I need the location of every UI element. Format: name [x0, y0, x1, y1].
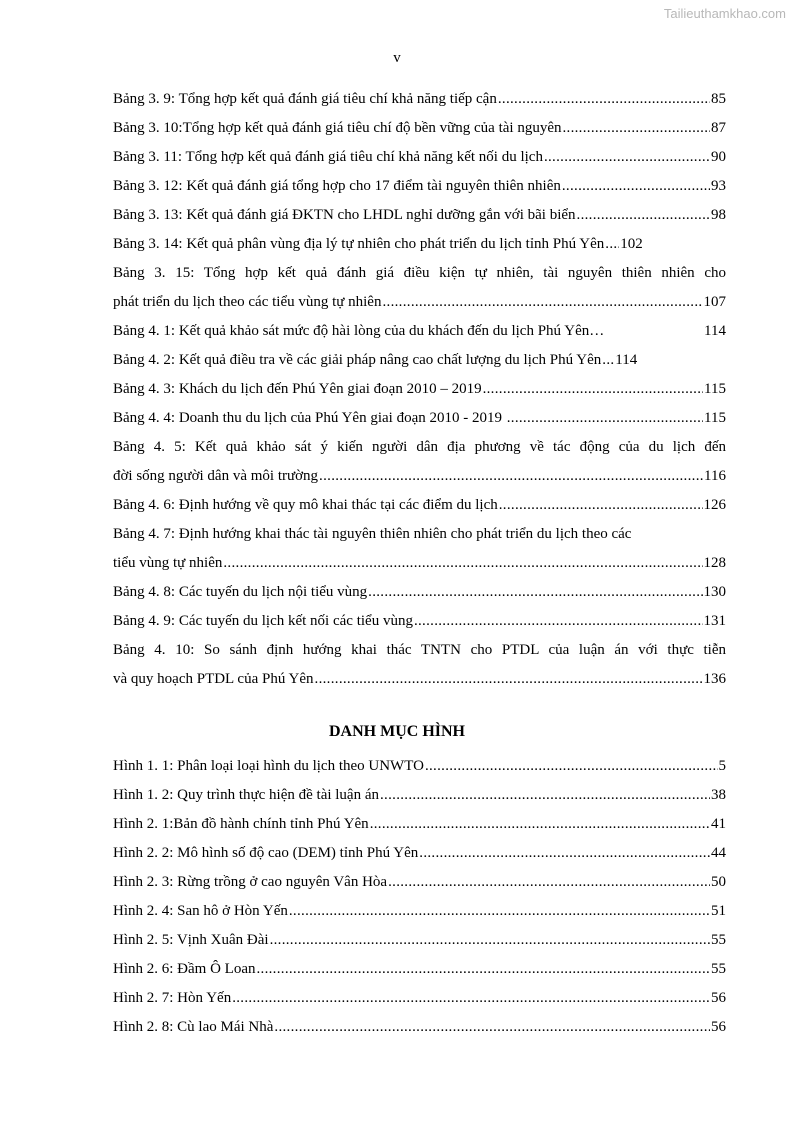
leader-dots: [388, 868, 710, 897]
entry-page: 56: [711, 1019, 726, 1035]
entry-label: Hình 2. 5:: [113, 932, 174, 948]
entry-label: Hình 2. 2:: [113, 845, 174, 861]
table-entry[interactable]: [113, 375, 726, 404]
watermark: Tailieuthamkhao.com: [663, 6, 786, 21]
entry-title-continued: phát triển du lịch theo các tiểu vùng tự nhiên: [113, 294, 382, 310]
entry-label: Bảng 3. 11:: [113, 149, 183, 165]
entry-title: Khách du lịch đến Phú Yên giai đoạn 2010 – 2019: [178, 381, 482, 397]
figure-entry[interactable]: [113, 984, 726, 1013]
entry-page: 85: [711, 91, 726, 107]
leader-dots: [368, 578, 702, 607]
table-entry[interactable]: [113, 259, 726, 288]
entry-title: Tổng hợp kết quả đánh giá tiêu chí khả năng tiếp cận: [178, 91, 497, 107]
entry-title: Quy trình thực hiện đề tài luận án: [177, 787, 379, 803]
figure-list: [113, 752, 726, 1042]
table-entry[interactable]: [113, 578, 726, 607]
entry-page: 130: [703, 584, 726, 600]
entry-label: Hình 2. 4:: [113, 903, 174, 919]
entry-title: Kết quả khảo sát mức độ hài lòng của du khách đến du lịch Phú Yên…: [178, 323, 605, 339]
table-entry[interactable]: [113, 404, 726, 433]
entry-page: 38: [711, 787, 726, 803]
figure-entry[interactable]: [113, 752, 726, 781]
table-entry[interactable]: [113, 346, 726, 375]
entry-page: 56: [711, 990, 726, 1006]
table-list: [113, 85, 726, 694]
leader-dots: [382, 288, 702, 317]
leader-dots: [425, 752, 718, 781]
leader-dots: [223, 549, 702, 578]
entry-title: Kết quả đánh giá ĐKTN cho LHDL nghỉ dưỡng gắn với bãi biển: [186, 207, 576, 223]
table-entry[interactable]: [113, 85, 726, 114]
entry-title: Hòn Yến: [177, 990, 232, 1006]
entry-page: 115: [704, 410, 726, 426]
entry-label: Bảng 3. 9:: [113, 91, 176, 107]
figure-entry[interactable]: [113, 781, 726, 810]
leader-dots: [602, 346, 614, 375]
leader-dots: [414, 607, 703, 636]
leader-dots: [499, 491, 703, 520]
figure-entry[interactable]: [113, 839, 726, 868]
leader-dots: [498, 85, 710, 114]
table-entry[interactable]: [113, 520, 726, 549]
entry-title: Tổng hợp kết quả đánh giá tiêu chí độ bền vững của tài nguyên: [182, 120, 562, 136]
figure-entry[interactable]: [113, 926, 726, 955]
leader-dots: [232, 984, 710, 1013]
entry-title: San hô ở Hòn Yến: [177, 903, 288, 919]
entry-page: 114: [704, 323, 726, 339]
entry-title: Kết quả đánh giá tổng hợp cho 17 điểm tài nguyên thiên nhiên: [186, 178, 561, 194]
leader-dots: [256, 955, 710, 984]
entry-title: Định hướng về quy mô khai thác tại các điểm du lịch: [178, 497, 498, 513]
figure-entry[interactable]: [113, 810, 726, 839]
entry-page: 98: [711, 207, 726, 223]
entry-label: Bảng 4. 4:: [113, 410, 176, 426]
entry-page: 136: [703, 671, 726, 687]
entry-title: Phân loại loại hình du lịch theo UNWTO: [177, 758, 424, 774]
entry-label: Hình 1. 1:: [113, 758, 174, 774]
page-number: v: [393, 50, 401, 66]
entry-title: Vịnh Xuân Đài: [176, 932, 269, 948]
entry-label: Hình 2. 1:: [113, 816, 174, 832]
table-entry[interactable]: [113, 636, 726, 665]
figure-entry[interactable]: [113, 955, 726, 984]
entry-title-continued: và quy hoạch PTDL của Phú Yên: [113, 671, 314, 687]
entry-title: Cù lao Mái Nhà: [177, 1019, 274, 1035]
entry-page: 55: [711, 961, 726, 977]
entry-title: Tổng hợp kết quả đánh giá tiêu chí khả năng kết nối du lịch: [185, 149, 543, 165]
entry-title: Các tuyến du lịch kết nối các tiểu vùng: [178, 613, 413, 629]
entry-label: Hình 2. 7:: [113, 990, 174, 1006]
figure-entry[interactable]: [113, 897, 726, 926]
entry-label: Bảng 3. 10:: [113, 120, 183, 136]
entry-label: Bảng 4. 3:: [113, 381, 176, 397]
entry-label: Hình 2. 6:: [113, 961, 174, 977]
table-entry[interactable]: [113, 201, 726, 230]
entry-title: Các tuyến du lịch nội tiểu vùng: [178, 584, 368, 600]
entry-label: Bảng 4. 6:: [113, 497, 176, 513]
figure-entry[interactable]: [113, 1013, 726, 1042]
entry-label: Bảng 3. 15:: [113, 265, 195, 281]
entry-page: 128: [703, 555, 726, 571]
entry-page: 55: [711, 932, 726, 948]
entry-label: Hình 1. 2:: [113, 787, 174, 803]
entry-page: 102: [620, 236, 643, 252]
entry-page: 131: [703, 613, 726, 629]
entry-label: Bảng 4. 1:: [113, 323, 176, 339]
entry-label: Hình 2. 8:: [113, 1019, 174, 1035]
entry-title: So sánh định hướng khai thác TNTN cho PTDL của luận án với thực tiễn: [204, 642, 726, 658]
entry-title: Bản đồ hành chính tỉnh Phú Yên: [173, 816, 369, 832]
table-entry[interactable]: [113, 230, 726, 259]
entry-label: Bảng 3. 12:: [113, 178, 183, 194]
entry-page: 115: [704, 381, 726, 397]
leader-dots: [289, 897, 710, 926]
entry-title: Đầm Ô Loan: [177, 961, 256, 977]
leader-dots: [605, 230, 619, 259]
entry-label: Bảng 4. 5:: [113, 439, 186, 455]
leader-dots: [419, 839, 710, 868]
entry-title: Mô hình số độ cao (DEM) tỉnh Phú Yên: [177, 845, 419, 861]
entry-label: Bảng 4. 9:: [113, 613, 176, 629]
entry-label: Bảng 3. 14:: [113, 236, 183, 252]
entry-title: Tổng hợp kết quả đánh giá điều kiện tự nhiên, tài nguyên thiên nhiên cho: [203, 265, 726, 281]
entry-label: Bảng 4. 10:: [113, 642, 195, 658]
leader-dots: [483, 375, 703, 404]
entry-page: 126: [703, 497, 726, 513]
entry-page: 44: [711, 845, 726, 861]
table-entry-continuation[interactable]: [113, 288, 726, 317]
entry-page: 114: [615, 352, 638, 368]
entry-title: Kết quả điều tra về các giải pháp nâng cao chất lượng du lịch Phú Yên: [178, 352, 602, 368]
leader-dots: [370, 810, 710, 839]
entry-label: Hình 2. 3:: [113, 874, 174, 890]
entry-title: Kết quả phân vùng địa lý tự nhiên cho phát triển du lịch tỉnh Phú Yên: [186, 236, 605, 252]
entry-page: 116: [704, 468, 726, 484]
figure-entry[interactable]: [113, 868, 726, 897]
leader-dots: [544, 143, 710, 172]
leader-dots: [380, 781, 710, 810]
leader-dots: [562, 114, 710, 143]
leader-dots: [319, 462, 703, 491]
leader-dots: [507, 404, 703, 433]
table-entry[interactable]: [113, 433, 726, 462]
table-entry[interactable]: [113, 317, 726, 346]
table-entry[interactable]: [113, 172, 726, 201]
table-entry-continuation[interactable]: [113, 549, 726, 578]
entry-label: Bảng 4. 2:: [113, 352, 176, 368]
leader-dots: [274, 1013, 710, 1042]
entry-title-continued: tiểu vùng tự nhiên: [113, 555, 223, 571]
entry-page: 87: [711, 120, 726, 136]
entry-title-continued: đời sống người dân và môi trường: [113, 468, 319, 484]
entry-label: Bảng 4. 8:: [113, 584, 176, 600]
entry-title: Rừng trồng ở cao nguyên Vân Hòa: [177, 874, 388, 890]
entry-label: Bảng 3. 13:: [113, 207, 183, 223]
entry-page: 51: [711, 903, 726, 919]
table-entry[interactable]: [113, 491, 726, 520]
table-entry[interactable]: [113, 607, 726, 636]
leader-dots: [562, 172, 710, 201]
entry-page: 93: [711, 178, 726, 194]
entry-label: Bảng 4. 7:: [113, 526, 176, 542]
entry-page: 5: [718, 758, 726, 774]
entry-page: 90: [711, 149, 726, 165]
table-entry-continuation[interactable]: [113, 665, 726, 694]
leader-dots: [315, 665, 703, 694]
figures-heading: DANH MỤC HÌNH: [329, 723, 465, 740]
entry-page: 107: [703, 294, 726, 310]
entry-title: Định hướng khai thác tài nguyên thiên nhiên cho phát triển du lịch theo các: [178, 526, 632, 542]
table-entry[interactable]: [113, 114, 726, 143]
entry-page: 50: [711, 874, 726, 890]
table-entry[interactable]: [113, 143, 726, 172]
leader-dots: [270, 926, 710, 955]
leader-dots: [577, 201, 710, 230]
entry-title: Kết quả khảo sát ý kiến người dân địa phương về tác động của du lịch đến: [194, 439, 727, 455]
entry-page: 41: [711, 816, 726, 832]
table-entry-continuation[interactable]: [113, 462, 726, 491]
entry-title: Doanh thu du lịch của Phú Yên giai đoạn 2010 - 2019: [178, 410, 502, 426]
